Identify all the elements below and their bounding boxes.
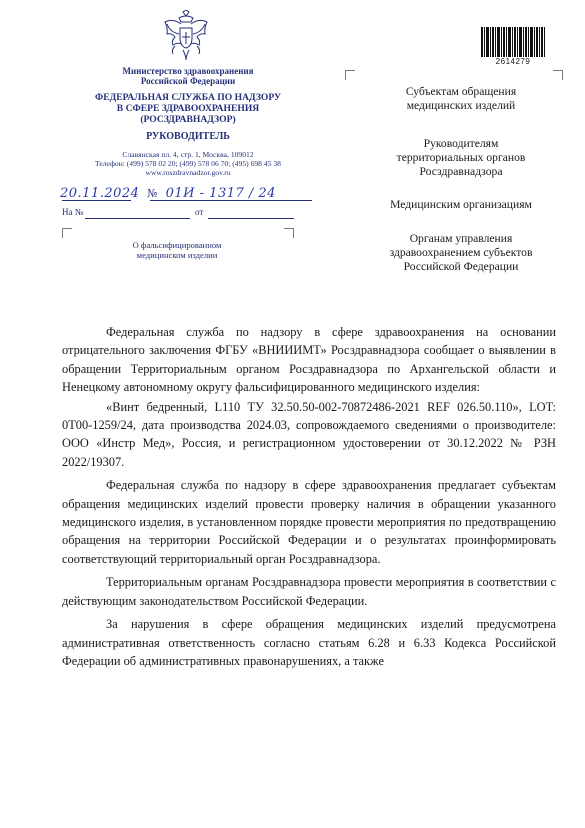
barcode-number: 2614279	[495, 57, 531, 66]
service-line: ФЕДЕРАЛЬНАЯ СЛУЖБА ПО НАДЗОРУ	[94, 92, 282, 103]
service-line: (РОСЗДРАВНАДЗОР)	[140, 114, 236, 125]
registration-date: 20.11.2024	[60, 186, 140, 201]
addressee-block	[360, 137, 562, 179]
ref-date-label: от	[195, 207, 204, 217]
addressee-line: территориальных органов	[396, 151, 526, 164]
body-paragraph: За нарушения в сфере обращения медицинских изделий предусмотрена административная ответственность согласно статьям 6.28 и 6.33 Кодекса Российской Федерации об административных правонарушениях, а также	[62, 617, 556, 668]
subject-corner-left	[62, 228, 72, 238]
barcode-image	[481, 27, 545, 57]
body-paragraph: Территориальным органам Росздравнадзора провести мероприятия в соответствии с действующим законодательством Российской Федерации.	[62, 575, 556, 608]
addressee-line: Органам управления	[409, 232, 513, 245]
ref-number-label: На №	[62, 207, 84, 217]
ministry-name	[62, 66, 314, 86]
letter-body	[62, 323, 556, 670]
number-underline	[150, 200, 312, 201]
addressee-block	[360, 198, 562, 212]
subject-line: медицинском изделии	[136, 250, 218, 260]
addressee-line: Росздравнадзора	[419, 165, 503, 178]
website-line: www.roszdravnadzor.gov.ru	[145, 168, 231, 178]
addressee-corner-left	[345, 70, 355, 80]
addressee-line: здравоохранением субъектов	[389, 246, 533, 259]
body-paragraph: «Винт бедренный, L110 ТУ 32.50.50-002-70872486-2021 REF 026.50.110», LOT: 0T00-1259/24, дата производства 2024.03, сопровождаемого сведениями о производителе: ООО «Инстр Мед», Россия, и регистрационном удостоверении от 30.12.2022 № РЗН 2022/19307.	[62, 399, 556, 469]
addressee-line: Медицинским организациям	[390, 198, 532, 211]
address-line: Славянская пл. 4, стр. 1, Москва, 109012	[122, 150, 254, 159]
service-name	[62, 92, 314, 125]
contact-address	[62, 150, 314, 178]
body-paragraph: Федеральная служба по надзору в сфере здравоохранения предлагает субъектам обращения медицинских изделий провести проверку наличия в обращении указанного медицинского изделия, в установленном порядке провести мероприятия по предотвращению обращения на территории Российской Федерации и о результатах проинформировать соответствующий территориальный орган Росздравнадзора.	[62, 478, 556, 566]
registration-number: 01И - 1317 / 24	[165, 186, 276, 201]
subject-corner-right	[284, 228, 294, 238]
date-underline	[62, 200, 131, 201]
addressee-line: Российской Федерации	[403, 260, 519, 273]
addressee-block	[360, 232, 562, 274]
phone-line: Телефон: (499) 578 02 20; (499) 578 06 70; (495) 698 45 38	[95, 159, 281, 169]
addressee-line: Субъектам обращения	[405, 85, 517, 98]
service-line: В СФЕРЕ ЗДРАВООХРАНЕНИЯ	[116, 103, 260, 114]
addressee-block	[360, 85, 562, 113]
ministry-line: Министерство здравоохранения	[122, 66, 254, 76]
addressee-line: медицинских изделий	[406, 99, 516, 112]
ref-date-underline	[208, 218, 294, 219]
subject-line: О фальсифицированном	[132, 240, 222, 250]
coat-of-arms-emblem-icon	[161, 10, 211, 62]
ministry-line: Российской Федерации	[140, 76, 236, 86]
registration-handwritten	[60, 186, 276, 201]
letter-subject	[77, 240, 277, 260]
head-title: РУКОВОДИТЕЛЬ	[146, 131, 230, 142]
addressee-corner-right	[553, 70, 563, 80]
addressee-line: Руководителям	[423, 137, 499, 150]
number-sign: №	[147, 187, 158, 200]
ref-number-underline	[85, 218, 190, 219]
body-paragraph: Федеральная служба по надзору в сфере здравоохранения на основании отрицательного заключения ФГБУ «ВНИИИМТ» Росздравнадзора сообщает о выявлении в обращении Территориальным органом Росздравнадзора по Архангельской области и Ненецкому автономному округу фальсифицированного медицинского изделия:	[62, 325, 556, 395]
